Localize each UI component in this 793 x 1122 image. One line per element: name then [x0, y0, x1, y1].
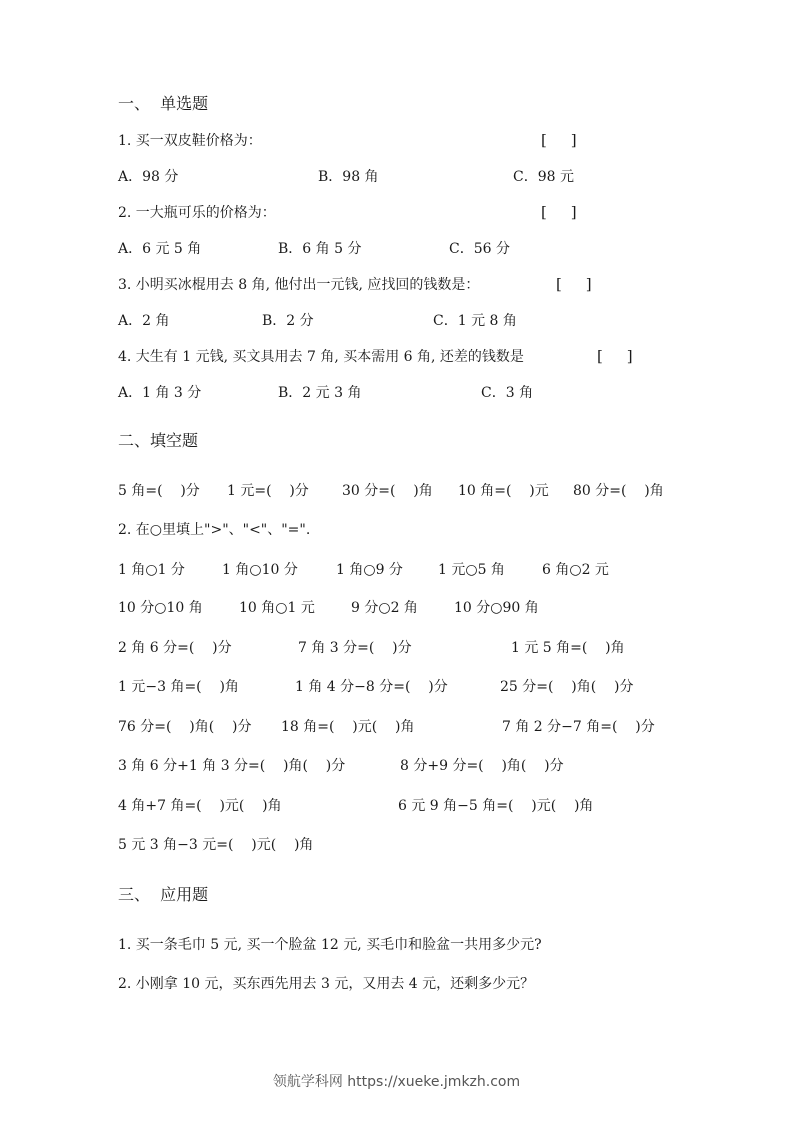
answer-bracket-1[interactable]: [ ] — [541, 131, 577, 149]
answer-bracket-2[interactable]: [ ] — [541, 203, 577, 221]
fill-blank[interactable]: 4 角+7 角=( )元( )角 — [118, 798, 282, 814]
compare-item[interactable]: 10 分○90 角 — [454, 600, 539, 616]
fill-blank[interactable]: 1 元=( )分 — [227, 483, 309, 499]
q3-option-a: A．2 角 — [118, 313, 170, 329]
q1-option-b: B．98 角 — [318, 169, 379, 185]
fill-blank[interactable]: 5 角=( )分 — [118, 483, 200, 499]
compare-item[interactable]: 6 角○2 元 — [542, 562, 609, 578]
section-2-title: 二、填空题 — [118, 431, 199, 450]
fill-blank[interactable]: 3 角 6 分+1 角 3 分=( )角( )分 — [118, 758, 346, 774]
q2-option-c: C．56 分 — [449, 241, 510, 257]
compare-item[interactable]: 9 分○2 角 — [351, 600, 418, 616]
compare-item[interactable]: 10 角○1 元 — [239, 600, 315, 616]
q1-option-a: A．98 分 — [118, 169, 179, 185]
answer-bracket-4[interactable]: [ ] — [597, 347, 633, 365]
question-2: 2. 一大瓶可乐的价格为： — [118, 205, 276, 221]
q4-option-c: C．3 角 — [481, 385, 534, 401]
compare-item[interactable]: 1 角○1 分 — [118, 562, 185, 578]
q1-option-c: C．98 元 — [513, 169, 574, 185]
compare-item[interactable]: 1 角○9 分 — [336, 562, 403, 578]
section-1-title: 一、 单选题 — [118, 94, 209, 113]
footer-watermark: 领航学科网 https://xueke.jmkzh.com — [272, 1074, 521, 1090]
fill-blank[interactable]: 7 角 3 分=( )分 — [298, 640, 412, 656]
compare-item[interactable]: 10 分○10 角 — [118, 600, 203, 616]
fill-blank[interactable]: 1 角 4 分−8 分=( )分 — [295, 679, 448, 695]
fill-blank[interactable]: 5 元 3 角−3 元=( )元( )角 — [118, 837, 314, 853]
fill-blank[interactable]: 76 分=( )角( )分 — [118, 719, 252, 735]
fill-blank[interactable]: 30 分=( )角 — [342, 483, 433, 499]
fill-blank[interactable]: 1 元 5 角=( )角 — [511, 640, 625, 656]
section-3-title: 三、 应用题 — [118, 885, 209, 904]
q4-option-a: A．1 角 3 分 — [118, 385, 202, 401]
fill-blank[interactable]: 10 角=( )元 — [458, 483, 549, 499]
q2-option-a: A．6 元 5 角 — [118, 241, 202, 257]
question-4: 4. 大生有 1 元钱, 买文具用去 7 角, 买本需用 6 角, 还差的钱数是 — [118, 349, 524, 365]
answer-bracket-3[interactable]: [ ] — [556, 275, 592, 293]
word-problem-2: 2. 小刚拿 10 元，买东西先用去 3 元，又用去 4 元，还剩多少元？ — [118, 976, 535, 992]
compare-item[interactable]: 1 角○10 分 — [222, 562, 298, 578]
question-3: 3. 小明买冰棍用去 8 角, 他付出一元钱, 应找回的钱数是： — [118, 277, 480, 293]
fill-blank[interactable]: 6 元 9 角−5 角=( )元( )角 — [398, 798, 594, 814]
fill-blank[interactable]: 1 元−3 角=( )角 — [118, 679, 239, 695]
word-problem-1: 1. 买一条毛巾 5 元, 买一个脸盆 12 元, 买毛巾和脸盆一共用多少元? — [118, 937, 542, 953]
q3-option-c: C．1 元 8 角 — [433, 313, 517, 329]
fill-blank[interactable]: 8 分+9 分=( )角( )分 — [400, 758, 564, 774]
fill-blank[interactable]: 80 分=( )角 — [573, 483, 664, 499]
fill-blank[interactable]: 18 角=( )元( )角 — [281, 719, 415, 735]
compare-item[interactable]: 1 元○5 角 — [438, 562, 505, 578]
compare-instruction: 2. 在○里填上">"、"<"、"=". — [118, 522, 311, 538]
fill-blank[interactable]: 2 角 6 分=( )分 — [118, 640, 232, 656]
question-1: 1. 买一双皮鞋价格为： — [118, 133, 262, 149]
q3-option-b: B．2 分 — [262, 313, 314, 329]
fill-blank[interactable]: 7 角 2 分−7 角=( )分 — [502, 719, 655, 735]
q2-option-b: B．6 角 5 分 — [278, 241, 362, 257]
fill-blank[interactable]: 25 分=( )角( )分 — [500, 679, 634, 695]
q4-option-b: B．2 元 3 角 — [278, 385, 362, 401]
